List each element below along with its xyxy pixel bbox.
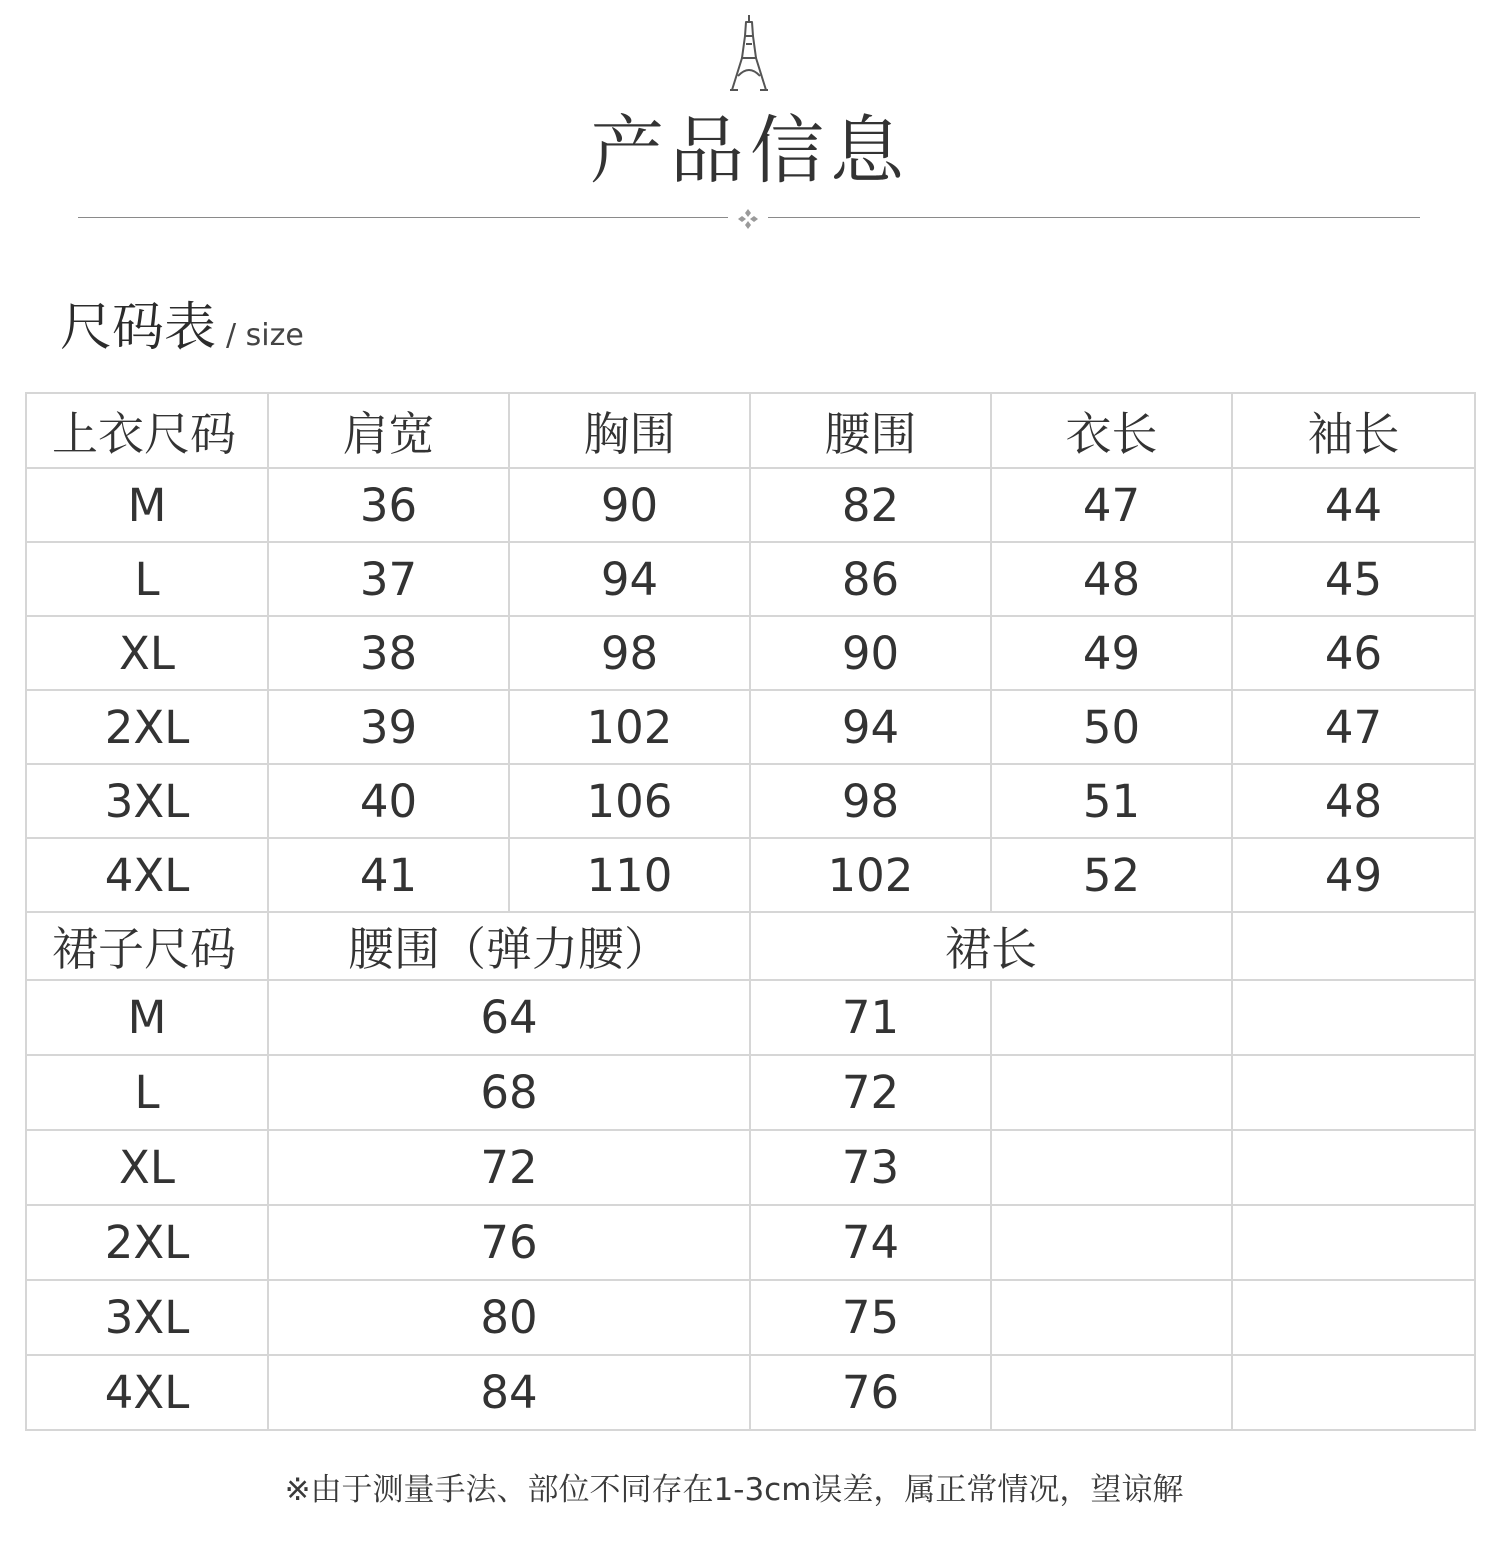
header-sleeve-length: 袖长 bbox=[1232, 393, 1475, 468]
skirt-waist-cell: 76 bbox=[268, 1205, 750, 1280]
waist-cell: 90 bbox=[750, 616, 991, 690]
size-cell: 2XL bbox=[26, 690, 268, 764]
table-row bbox=[26, 690, 1475, 764]
divider-left bbox=[78, 217, 728, 218]
top-length-cell: 52 bbox=[991, 838, 1232, 912]
skirt-waist-cell: 80 bbox=[268, 1280, 750, 1355]
skirt-length-cell: 73 bbox=[750, 1130, 991, 1205]
size-cell: M bbox=[26, 468, 268, 542]
sleeve-length-cell: 47 bbox=[1232, 690, 1475, 764]
table-row bbox=[26, 542, 1475, 616]
empty-cell bbox=[991, 1055, 1232, 1130]
empty-cell bbox=[1232, 1280, 1475, 1355]
table-row bbox=[26, 616, 1475, 690]
size-cell: 3XL bbox=[26, 1280, 268, 1355]
shoulder-cell: 40 bbox=[268, 764, 509, 838]
waist-cell: 98 bbox=[750, 764, 991, 838]
header-skirt-length: 裙长 bbox=[750, 912, 1232, 980]
sleeve-length-cell: 46 bbox=[1232, 616, 1475, 690]
top-length-cell: 47 bbox=[991, 468, 1232, 542]
empty-cell bbox=[1232, 1130, 1475, 1205]
bust-cell: 110 bbox=[509, 838, 750, 912]
bust-cell: 90 bbox=[509, 468, 750, 542]
header-waist: 腰围 bbox=[750, 393, 991, 468]
header-top-length: 衣长 bbox=[991, 393, 1232, 468]
shoulder-cell: 38 bbox=[268, 616, 509, 690]
bust-cell: 94 bbox=[509, 542, 750, 616]
shoulder-cell: 41 bbox=[268, 838, 509, 912]
empty-cell bbox=[991, 1355, 1232, 1430]
skirt-waist-cell: 68 bbox=[268, 1055, 750, 1130]
empty-cell bbox=[1232, 980, 1475, 1055]
header-top-size: 上衣尺码 bbox=[26, 393, 268, 468]
eiffel-tower-icon bbox=[726, 14, 772, 92]
header-shoulder: 肩宽 bbox=[268, 393, 509, 468]
skirt-waist-cell: 84 bbox=[268, 1355, 750, 1430]
empty-cell bbox=[991, 1280, 1232, 1355]
diamond-ornament-icon bbox=[736, 207, 760, 231]
table-row bbox=[26, 764, 1475, 838]
skirt-header-row bbox=[26, 912, 1475, 980]
table-row bbox=[26, 838, 1475, 912]
header-skirt-waist: 腰围（弹力腰） bbox=[268, 912, 750, 980]
skirt-length-cell: 74 bbox=[750, 1205, 991, 1280]
size-chart-heading bbox=[60, 296, 304, 368]
top-header-row bbox=[26, 393, 1475, 468]
skirt-waist-cell: 72 bbox=[268, 1130, 750, 1205]
table-row bbox=[26, 1355, 1475, 1430]
empty-cell bbox=[991, 1130, 1232, 1205]
table-row bbox=[26, 1280, 1475, 1355]
table-row bbox=[26, 468, 1475, 542]
sleeve-length-cell: 45 bbox=[1232, 542, 1475, 616]
skirt-length-cell: 72 bbox=[750, 1055, 991, 1130]
table-row bbox=[26, 1055, 1475, 1130]
size-cell: L bbox=[26, 542, 268, 616]
sleeve-length-cell: 44 bbox=[1232, 468, 1475, 542]
header-skirt-size: 裙子尺码 bbox=[26, 912, 268, 980]
waist-cell: 86 bbox=[750, 542, 991, 616]
size-cell: 2XL bbox=[26, 1205, 268, 1280]
size-table bbox=[25, 392, 1476, 1431]
skirt-length-cell: 75 bbox=[750, 1280, 991, 1355]
size-cell: XL bbox=[26, 1130, 268, 1205]
empty-cell bbox=[1232, 912, 1475, 980]
waist-cell: 82 bbox=[750, 468, 991, 542]
table-row bbox=[26, 980, 1475, 1055]
skirt-waist-cell: 64 bbox=[268, 980, 750, 1055]
top-length-cell: 48 bbox=[991, 542, 1232, 616]
empty-cell bbox=[1232, 1055, 1475, 1130]
top-length-cell: 49 bbox=[991, 616, 1232, 690]
empty-cell bbox=[1232, 1205, 1475, 1280]
shoulder-cell: 39 bbox=[268, 690, 509, 764]
sleeve-length-cell: 48 bbox=[1232, 764, 1475, 838]
size-cell: 4XL bbox=[26, 1355, 268, 1430]
top-length-cell: 50 bbox=[991, 690, 1232, 764]
shoulder-cell: 36 bbox=[268, 468, 509, 542]
measurement-disclaimer: ※由于测量手法、部位不同存在1-3cm误差，属正常情况，望谅解 bbox=[284, 1472, 1184, 1508]
table-row bbox=[26, 1205, 1475, 1280]
waist-cell: 102 bbox=[750, 838, 991, 912]
size-cell: L bbox=[26, 1055, 268, 1130]
size-chart-subtitle: / size bbox=[226, 318, 304, 353]
bust-cell: 106 bbox=[509, 764, 750, 838]
table-row bbox=[26, 1130, 1475, 1205]
empty-cell bbox=[1232, 1355, 1475, 1430]
bust-cell: 102 bbox=[509, 690, 750, 764]
size-cell: 3XL bbox=[26, 764, 268, 838]
divider-right bbox=[768, 217, 1420, 218]
empty-cell bbox=[991, 980, 1232, 1055]
bust-cell: 98 bbox=[509, 616, 750, 690]
header-bust: 胸围 bbox=[509, 393, 750, 468]
size-cell: M bbox=[26, 980, 268, 1055]
page-title: 产品信息 bbox=[590, 108, 910, 194]
waist-cell: 94 bbox=[750, 690, 991, 764]
empty-cell bbox=[991, 1205, 1232, 1280]
size-cell: XL bbox=[26, 616, 268, 690]
shoulder-cell: 37 bbox=[268, 542, 509, 616]
size-chart-title: 尺码表 bbox=[60, 298, 217, 358]
top-length-cell: 51 bbox=[991, 764, 1232, 838]
sleeve-length-cell: 49 bbox=[1232, 838, 1475, 912]
skirt-length-cell: 71 bbox=[750, 980, 991, 1055]
skirt-length-cell: 76 bbox=[750, 1355, 991, 1430]
size-cell: 4XL bbox=[26, 838, 268, 912]
